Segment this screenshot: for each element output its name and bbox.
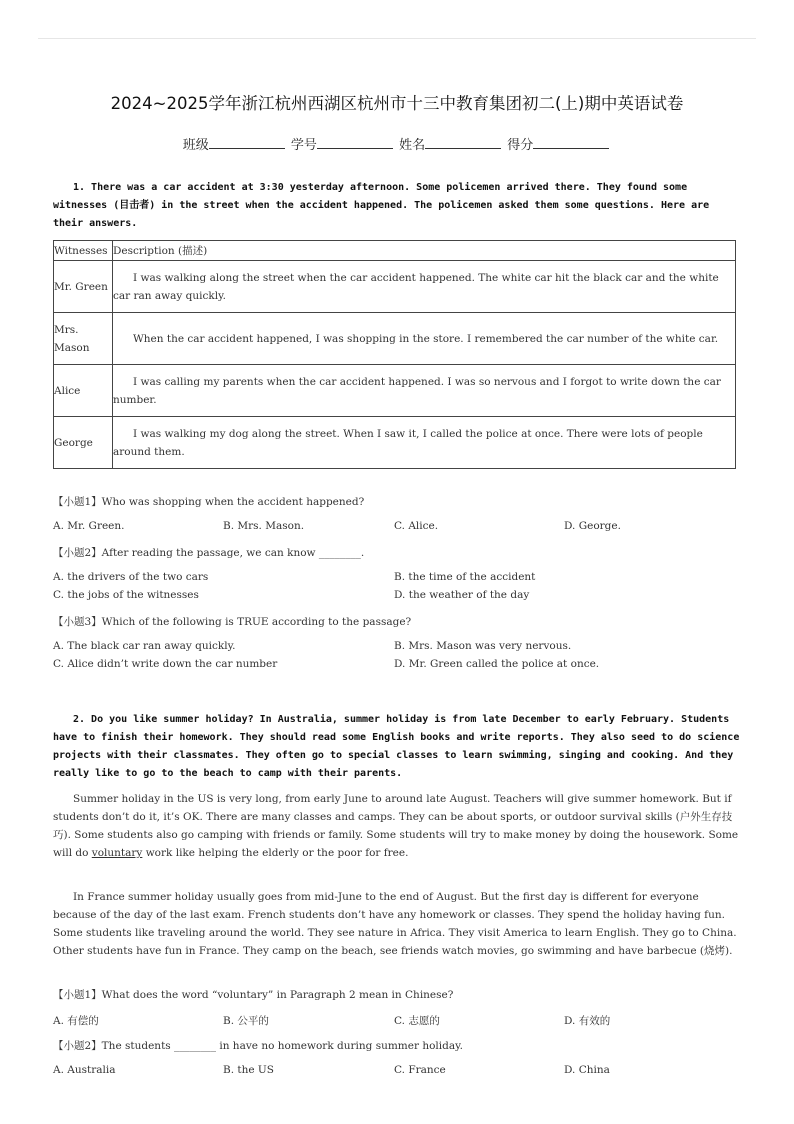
q2-sub1-question: 【小题1】What does the word “voluntary” in Paragraph 2 mean in Chinese? — [53, 989, 454, 1001]
name-blank[interactable] — [425, 136, 501, 149]
option-b[interactable]: B. the time of the accident — [394, 571, 536, 583]
witness-name: Mrs. Mason — [54, 313, 113, 365]
table-row — [54, 313, 736, 365]
option-d[interactable]: D. Mr. Green called the police at once. — [394, 658, 600, 670]
option-d[interactable]: D. China — [564, 1064, 610, 1076]
q1-sub1-question: 【小题1】Who was shopping when the accident happened? — [53, 496, 365, 508]
witness-description: I was calling my parents when the car accident happened. I was so nervous and I forgot to write down the car number. — [113, 365, 736, 417]
witness-table — [53, 240, 736, 469]
option-c[interactable]: C. the jobs of the witnesses — [53, 589, 199, 601]
option-d[interactable]: D. 有效的 — [564, 1015, 611, 1027]
option-c[interactable]: C. Alice. — [394, 520, 439, 532]
option-b[interactable]: B. the US — [223, 1064, 274, 1076]
student-info-line — [0, 134, 794, 153]
option-a[interactable]: A. Australia — [53, 1064, 116, 1076]
q2-intro: 2. Do you like summer holiday? In Australia, summer holiday is from late December to early February. Students have to finish their homework. They should read some English books and write reports. They also seed to do science projects with their classmates. They often go to special classes to learn swimming, singing and cooking. And they really like to go to the beach to camp with their parents. — [53, 714, 740, 779]
option-a[interactable]: A. The black car ran away quickly. — [53, 640, 236, 652]
option-b[interactable]: B. 公平的 — [223, 1015, 269, 1027]
q2-paragraph-2: Summer holiday in the US is very long, from early June to around late August. Teachers will give summer homework. But if students don’t do it, it’s OK. There are many classes and camps. They can be about sports, or outdoor survival skills (户外生存技巧). Some students also go camping with friends or family. Some students will try to make money by doing the housework. Some will do voluntary work like helping the elderly or the poor for free. — [53, 793, 739, 859]
witness-description: I was walking my dog along the street. When I saw it, I called the police at once. There were lots of people around them. — [113, 417, 736, 469]
class-blank[interactable] — [209, 136, 285, 149]
top-rule — [38, 38, 756, 39]
option-d[interactable]: D. George. — [564, 520, 621, 532]
q2-paragraph-3: In France summer holiday usually goes from mid-June to the end of August. But the first day is different for everyone because of the day of the last exam. French students don’t have any homework or classes. They spend the holiday having fun. Some students like traveling around the world. They see nature in Africa. They visit America to learn English. They go to China. Other students have fun in France. They camp on the beach, see friends watch movies, go swimming and have barbecue (烧烤). — [53, 891, 737, 957]
number-label: 学号 — [290, 138, 317, 153]
table-header-row — [54, 241, 736, 261]
number-blank[interactable] — [317, 136, 393, 149]
q1-sub3-question: 【小题3】Which of the following is TRUE according to the passage? — [53, 616, 412, 628]
option-d[interactable]: D. the weather of the day — [394, 589, 530, 601]
witness-name: Mr. Green — [54, 261, 113, 313]
q1-sub2-question: 【小题2】After reading the passage, we can know ________. — [53, 547, 365, 559]
option-b[interactable]: B. Mrs. Mason was very nervous. — [394, 640, 572, 652]
option-a[interactable]: A. Mr. Green. — [53, 520, 125, 532]
option-a[interactable]: A. the drivers of the two cars — [53, 571, 209, 583]
score-label: 得分 — [507, 138, 534, 153]
table-row — [54, 261, 736, 313]
witness-name: George — [54, 417, 113, 469]
witness-name: Alice — [54, 365, 113, 417]
header-description: Description (描述) — [113, 241, 736, 261]
q2-sub2-question: 【小题2】The students ________ in have no homework during summer holiday. — [53, 1040, 463, 1052]
option-c[interactable]: C. 志愿的 — [394, 1015, 440, 1027]
score-blank[interactable] — [533, 136, 609, 149]
q1-intro: 1. There was a car accident at 3:30 yesterday afternoon. Some policemen arrived there. They found some witnesses (目击者) in the street when the accident happened. The policemen asked them some questions. Here are their answers. — [53, 182, 710, 229]
name-label: 姓名 — [399, 138, 426, 153]
table-row — [54, 365, 736, 417]
table-row — [54, 417, 736, 469]
class-label: 班级 — [182, 138, 209, 153]
underlined-word: voluntary — [91, 847, 143, 859]
option-b[interactable]: B. Mrs. Mason. — [223, 520, 305, 532]
option-a[interactable]: A. 有偿的 — [53, 1015, 99, 1027]
witness-description: I was walking along the street when the car accident happened. The white car hit the black car and the white car ran away quickly. — [113, 261, 736, 313]
witness-description: When the car accident happened, I was shopping in the store. I remembered the car number of the white car. — [113, 313, 736, 365]
header-witnesses: Witnesses — [54, 241, 113, 261]
option-c[interactable]: C. Alice didn’t write down the car number — [53, 658, 278, 670]
exam-title: 2024~2025学年浙江杭州西湖区杭州市十三中教育集团初二(上)期中英语试卷 — [110, 94, 684, 113]
option-c[interactable]: C. France — [394, 1064, 446, 1076]
